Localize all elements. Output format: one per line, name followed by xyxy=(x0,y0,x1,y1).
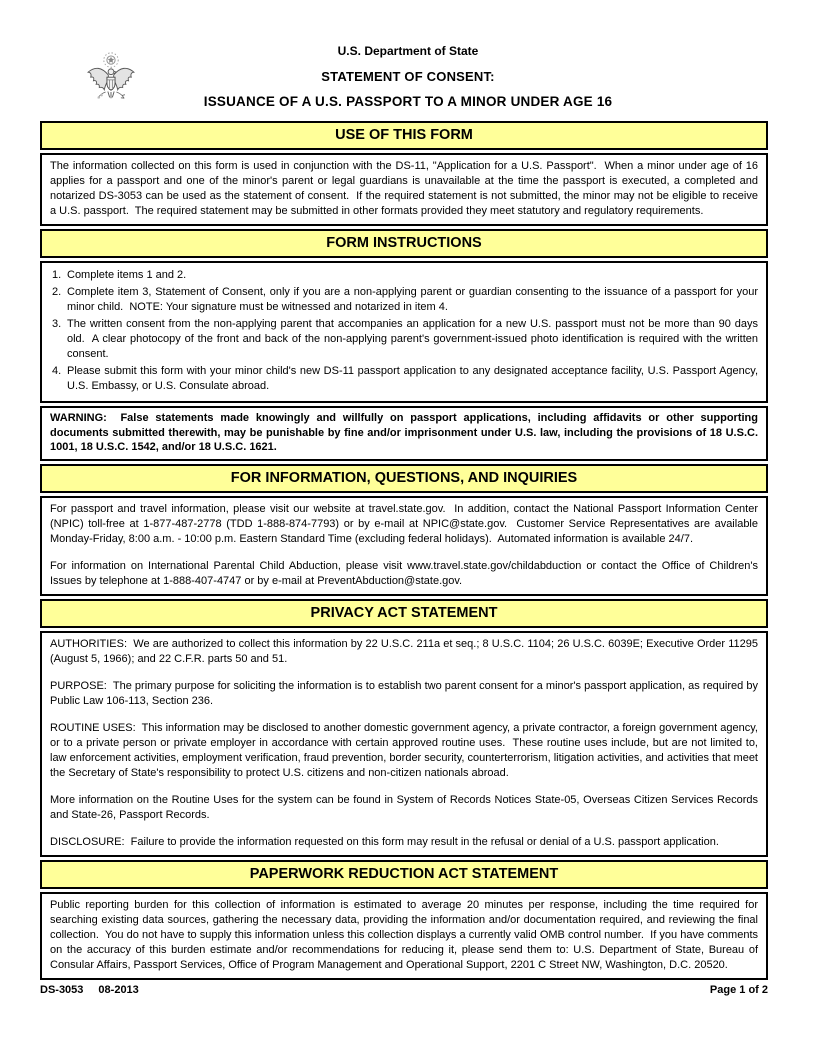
privacy-authorities-paragraph: AUTHORITIES: We are authorized to collect this information by 22 U.S.C. 211a et seq.; 8 U.S.C. 1104; 26 U.S.C. 6039E; Executive Order 11295 (August 5, 1966); and 22 C.F.R. parts 50 and 51. xyxy=(50,637,762,665)
agency-name: U.S. Department of State xyxy=(337,44,479,58)
privacy-routine-uses-paragraph: ROUTINE USES: This information may be disclosed to another domestic government agency, a private contractor, a foreign government agency, or to a private person or private employer in accordance with certain approved routine uses. These routine uses include, but are not limited to, law enforcement activities, employment verification, fraud prevention, border security, counterterrorism, litigation activities, and activities that meet the Secretary of State's responsibility to protect U.S. citizens and non-citizen nationals abroad. xyxy=(50,721,762,779)
section-form-instructions xyxy=(40,261,768,403)
banner-information-inquiries: FOR INFORMATION, QUESTIONS, AND INQUIRIES xyxy=(40,464,768,493)
instruction-item xyxy=(50,364,762,394)
warning-paragraph: WARNING: False statements made knowingly and willfully on passport applications, including affidavits or other supporting documents submitted therewith, may be punishable by fine and/or imprisonment under U.S. law, including the provisions of 18 U.S.C. 1001, 18 U.S.C. 1542, and/or 18 U.S.C. 1621. xyxy=(50,412,762,453)
section-paperwork-reduction-act xyxy=(40,892,768,980)
instruction-number: 4. xyxy=(52,365,62,377)
instruction-text: Please submit this form with your minor child's new DS-11 passport application to any designated acceptance facility, U.S. Passport Agency, U.S. Embassy, or U.S. Consulate abroad. xyxy=(67,365,762,392)
instruction-number: 1. xyxy=(52,269,62,281)
information-paragraph: For passport and travel information, please visit our website at travel.state.gov. In addition, contact the National Passport Information Center (NPIC) toll-free at 1-877-487-2778 (TDD 1-888-874-7793) or by e-mail at NPIC@state.gov. Customer Service Representatives are available Monday-Friday, 8:00 a.m. - 10:00 p.m. Eastern Standard Time (excluding federal holidays). Automated information is available 24/7. xyxy=(50,502,762,545)
form-edition-date: 08-2013 xyxy=(98,983,139,996)
form-title-line1: STATEMENT OF CONSENT: xyxy=(321,69,495,84)
information-paragraph: For information on International Parental Child Abduction, please visit www.travel.state.gov/childabduction or contact the Office of Children's Issues by telephone at 1-888-407-4747 or by e-mail at PreventAbduction@state.gov. xyxy=(50,559,762,587)
form-number: DS-3053 xyxy=(40,983,84,996)
footer-form-id xyxy=(40,984,139,996)
paperwork-paragraph: Public reporting burden for this collection of information is estimated to average 20 minutes per response, including the time required for searching existing data sources, gathering the necessary data, providing the information and/or documentation required, and reviewing the final collection. You do not have to supply this information unless this collection displays a currently valid OMB control number. If you have comments on the accuracy of this burden estimate and/or recommendations for reducing it, please send them to: U.S. Department of State, Bureau of Consular Affairs, Passport Services, Office of Program Management and Operational Support, 2201 C Street NW, Washington, D.C. 20520. xyxy=(50,898,762,971)
page-indicator: Page 1 of 2 xyxy=(709,983,768,996)
section-privacy-act xyxy=(40,631,768,857)
form-title-line2: ISSUANCE OF A U.S. PASSPORT TO A MINOR UNDER AGE 16 xyxy=(203,94,613,109)
instruction-item xyxy=(50,317,762,362)
instruction-item xyxy=(50,268,758,283)
great-seal-eagle-icon xyxy=(84,50,138,116)
instructions-list xyxy=(50,267,762,396)
use-of-form-paragraph: The information collected on this form is used in conjunction with the DS-11, "Application for a U.S. Passport". When a minor under age of 16 applies for a passport and one of the minor's parent or legal guardians is unavailable at the time the passport is executed, a completed and notarized DS-3053 can be used as the statement of consent. If the required statement is not submitted, the minor may not be eligible to receive a U.S. passport. The required statement may be submitted in other formats provided they meet statutory and regulatory requirements. xyxy=(50,160,762,217)
privacy-more-info-paragraph: More information on the Routine Uses for the system can be found in System of Records Notices State-05, Overseas Citizen Services Records and State-26, Passport Records. xyxy=(50,793,762,821)
banner-paperwork-reduction-act: PAPERWORK REDUCTION ACT STATEMENT xyxy=(40,860,768,889)
section-use-of-this-form xyxy=(40,153,768,226)
instruction-number: 2. xyxy=(52,286,62,298)
instruction-item xyxy=(50,285,762,315)
instruction-number: 3. xyxy=(52,318,62,330)
privacy-purpose-paragraph: PURPOSE: The primary purpose for soliciting the information is to establish two parent consent for a minor's passport application, as required by Public Law 106-113, Section 236. xyxy=(50,679,762,707)
section-information-inquiries xyxy=(40,496,768,596)
banner-form-instructions: FORM INSTRUCTIONS xyxy=(40,229,768,258)
instruction-text: Complete item 3, Statement of Consent, only if you are a non-applying parent or guardian consenting to the issuance of a passport for your minor child. NOTE: Your signature must be witnessed and notarized in item 4. xyxy=(67,286,762,313)
banner-privacy-act: PRIVACY ACT STATEMENT xyxy=(40,599,768,628)
section-warning xyxy=(40,406,768,461)
banner-use-of-this-form: USE OF THIS FORM xyxy=(40,121,768,150)
instruction-text: Complete items 1 and 2. xyxy=(67,269,187,281)
instruction-text: The written consent from the non-applying parent that accompanies an application for a new U.S. passport must not be more than 90 days old. A clear photocopy of the front and back of the non-applying parent's government-issued photo identification is required with the written consent. xyxy=(67,318,762,360)
page-footer xyxy=(40,984,768,996)
privacy-disclosure-paragraph: DISCLOSURE: Failure to provide the information requested on this form may result in the refusal or denial of a U.S. passport application. xyxy=(50,835,719,848)
